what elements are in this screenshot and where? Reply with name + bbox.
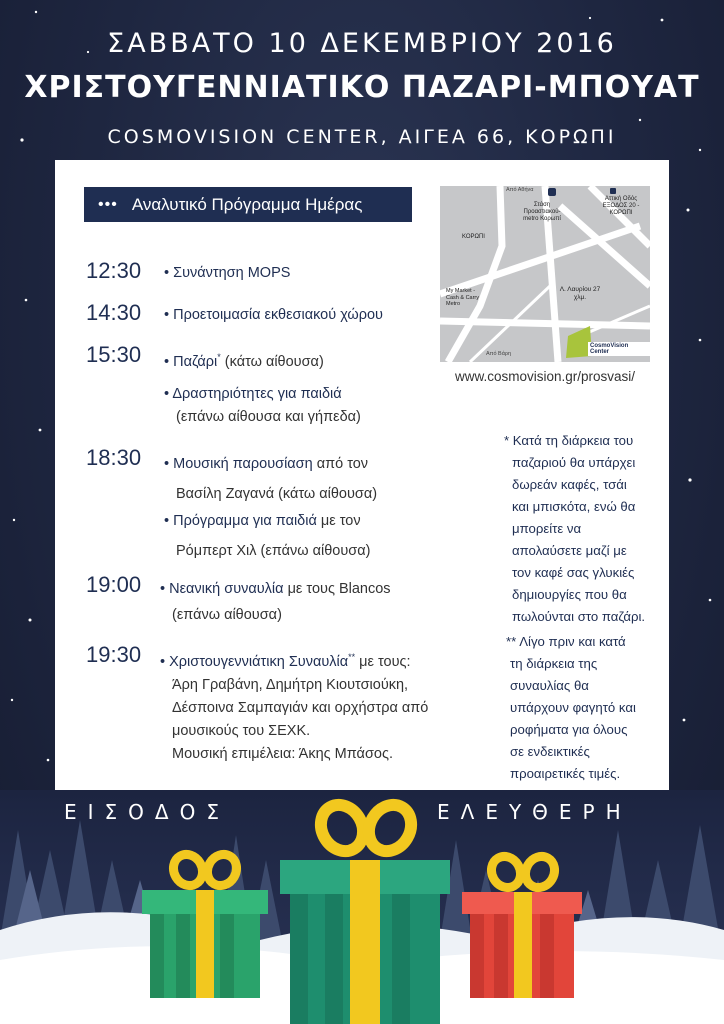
note-line: προαιρετικές τιμές. <box>510 766 621 781</box>
item-title: Δραστηριότητες για παιδιά <box>172 386 342 402</box>
map-label-koropi: ΚΟΡΩΠΙ <box>462 234 485 240</box>
item-title: Παζάρι <box>173 353 218 370</box>
note-line: ροφήματα για όλους <box>510 722 628 737</box>
event-date: ΣΑΒΒΑΤΟ 10 ΔΕΚΕΜΒΡΙΟΥ 2016 <box>107 28 617 59</box>
map-label-lavriou: Λ. Λαυρίου 27 χλμ. <box>559 286 601 301</box>
item-detail: Βασίλη Ζαγανά (κάτω αίθουσα) <box>176 486 378 502</box>
note-line: συναυλίας θα <box>510 678 589 693</box>
note-line: τον καφέ σας γλυκιές <box>512 565 635 580</box>
map-label-mymarket: My Market - Cash & Carry Metro <box>446 288 480 307</box>
item-detail: από τον <box>312 456 369 472</box>
footnote-mark: ** <box>348 652 356 662</box>
item-title: Μουσική παρουσίαση <box>173 456 313 472</box>
time-slot: 14:30 <box>86 300 142 325</box>
footnote-food <box>506 631 636 785</box>
item-detail: με τους: <box>355 653 411 670</box>
note-line: * Κατά τη διάρκεια του <box>504 433 634 448</box>
dots-icon: ••• <box>98 195 118 213</box>
note-line: πωλούνται στο παζάρι. <box>512 609 646 624</box>
performer-line: Δέσποινα Σαμπαγιάν και ορχήστρα από <box>172 699 429 716</box>
event-title: ΧΡΙΣΤΟΥΓΕΝΝΙΑΤΙΚΟ ΠΑΖΑΡΙ-ΜΠΟΥΑΤ <box>24 70 700 105</box>
schedule-item: • Μουσική παρουσίαση από τον Βασίλη Ζαγανά (κάτω αίθουσα) <box>164 456 378 502</box>
note-line: σε ενδεικτικές <box>510 744 590 759</box>
map-label-north: Από Αθήνα <box>506 187 534 193</box>
event-location: COSMOVISION CENTER, ΑΙΓΕΑ 66, ΚΟΡΩΠΙ <box>107 126 617 148</box>
location-map[interactable] <box>440 186 650 362</box>
map-label-metro: Στάση Προαστιακού- metro Κορωπί <box>523 202 561 222</box>
item-title: Νεανική συναυλία <box>169 581 284 597</box>
map-label-cosmo: CosmoVision Center <box>588 342 650 356</box>
item-detail: με τους Blancos <box>283 581 391 597</box>
note-line: και μπισκότα, ενώ θα <box>512 499 636 514</box>
item-detail: (επάνω αίθουσα) <box>172 607 282 623</box>
schedule-item: • Προετοιμασία εκθεσιακού χώρου <box>164 307 383 323</box>
time-slot: 19:00 <box>86 572 142 597</box>
map-url[interactable]: www.cosmovision.gr/prosvasi/ <box>454 369 636 384</box>
note-line: παζαριού θα υπάρχει <box>512 455 636 470</box>
footer-free: ΕΛΕΥΘΕΡΗ <box>437 800 632 824</box>
performer-line: Μουσική επιμέλεια: Άκης Μπάσος. <box>172 745 393 762</box>
program-heading <box>84 187 412 222</box>
performer-line: μουσικούς του ΣΕΧΚ. <box>172 722 311 739</box>
note-line: ** Λίγο πριν και κατά <box>506 634 626 649</box>
note-line: δωρεάν καφές, τσάι <box>512 477 627 492</box>
item-detail: (επάνω αίθουσα και γήπεδα) <box>176 409 361 425</box>
note-line: υπάρχουν φαγητό και <box>510 700 636 715</box>
time-slot: 19:30 <box>86 642 142 667</box>
schedule-item: • Χριστουγεννιάτικη Συναυλία** με τους: Άρη Γραβάνη, Δημήτρη Κιουτσιούκη, Δέσποινα Σαμπαγιάν και ορχήστρα από μουσικούς του ΣΕΧΚ. Μουσική επιμέλεια: Άκης Μπάσος. <box>160 652 429 762</box>
schedule-item: • Δραστηριότητες για παιδιά (επάνω αίθουσα και γήπεδα) <box>164 386 361 425</box>
time-slot: 18:30 <box>86 445 142 470</box>
note-line: τη διάρκεια της <box>510 656 598 671</box>
program-heading-text: Αναλυτικό Πρόγραμμα Ημέρας <box>131 194 363 214</box>
time-slot: 15:30 <box>86 342 142 367</box>
note-line: δημιουργίες που θα <box>512 587 627 602</box>
time-slot: 12:30 <box>86 258 142 283</box>
schedule-item: • Νεανική συναυλία με τους Blancos (επάνω αίθουσα) <box>160 581 391 623</box>
item-detail: (κάτω αίθουσα) <box>220 353 324 370</box>
schedule-item: • Συνάντηση MOPS <box>164 265 291 281</box>
item-title: Πρόγραμμα για παιδιά <box>173 513 317 529</box>
note-line: μπορείτε να <box>512 521 582 536</box>
map-label-attiki: Αττική Οδός ΕΞΟΔΟΣ 20 - ΚΟΡΩΠΙ <box>602 196 640 216</box>
schedule-item: • Πρόγραμμα για παιδιά με τον Ρόμπερτ Χιλ (επάνω αίθουσα) <box>164 513 371 559</box>
item-title: Χριστουγεννιάτικη Συναυλία <box>169 653 349 670</box>
winter-scene <box>0 790 724 1024</box>
footer-entrance: ΕΙΣΟΔΟΣ <box>64 800 230 824</box>
item-detail: Ρόμπερτ Χιλ (επάνω αίθουσα) <box>176 543 371 559</box>
performer-line: Άρη Γραβάνη, Δημήτρη Κιουτσιούκη, <box>172 676 409 693</box>
item-title: Προετοιμασία εκθεσιακού χώρου <box>173 307 383 323</box>
schedule-item: • Παζάρι* (κάτω αίθουσα) <box>164 352 324 370</box>
map-label-south: Από Βάρη <box>486 351 512 357</box>
item-title: Συνάντηση MOPS <box>173 265 291 281</box>
note-line: απολαύσετε μαζί με <box>512 543 627 558</box>
footnote-mark: * <box>217 352 221 362</box>
footnote-coffee <box>504 430 645 628</box>
item-detail: με τον <box>316 513 361 529</box>
